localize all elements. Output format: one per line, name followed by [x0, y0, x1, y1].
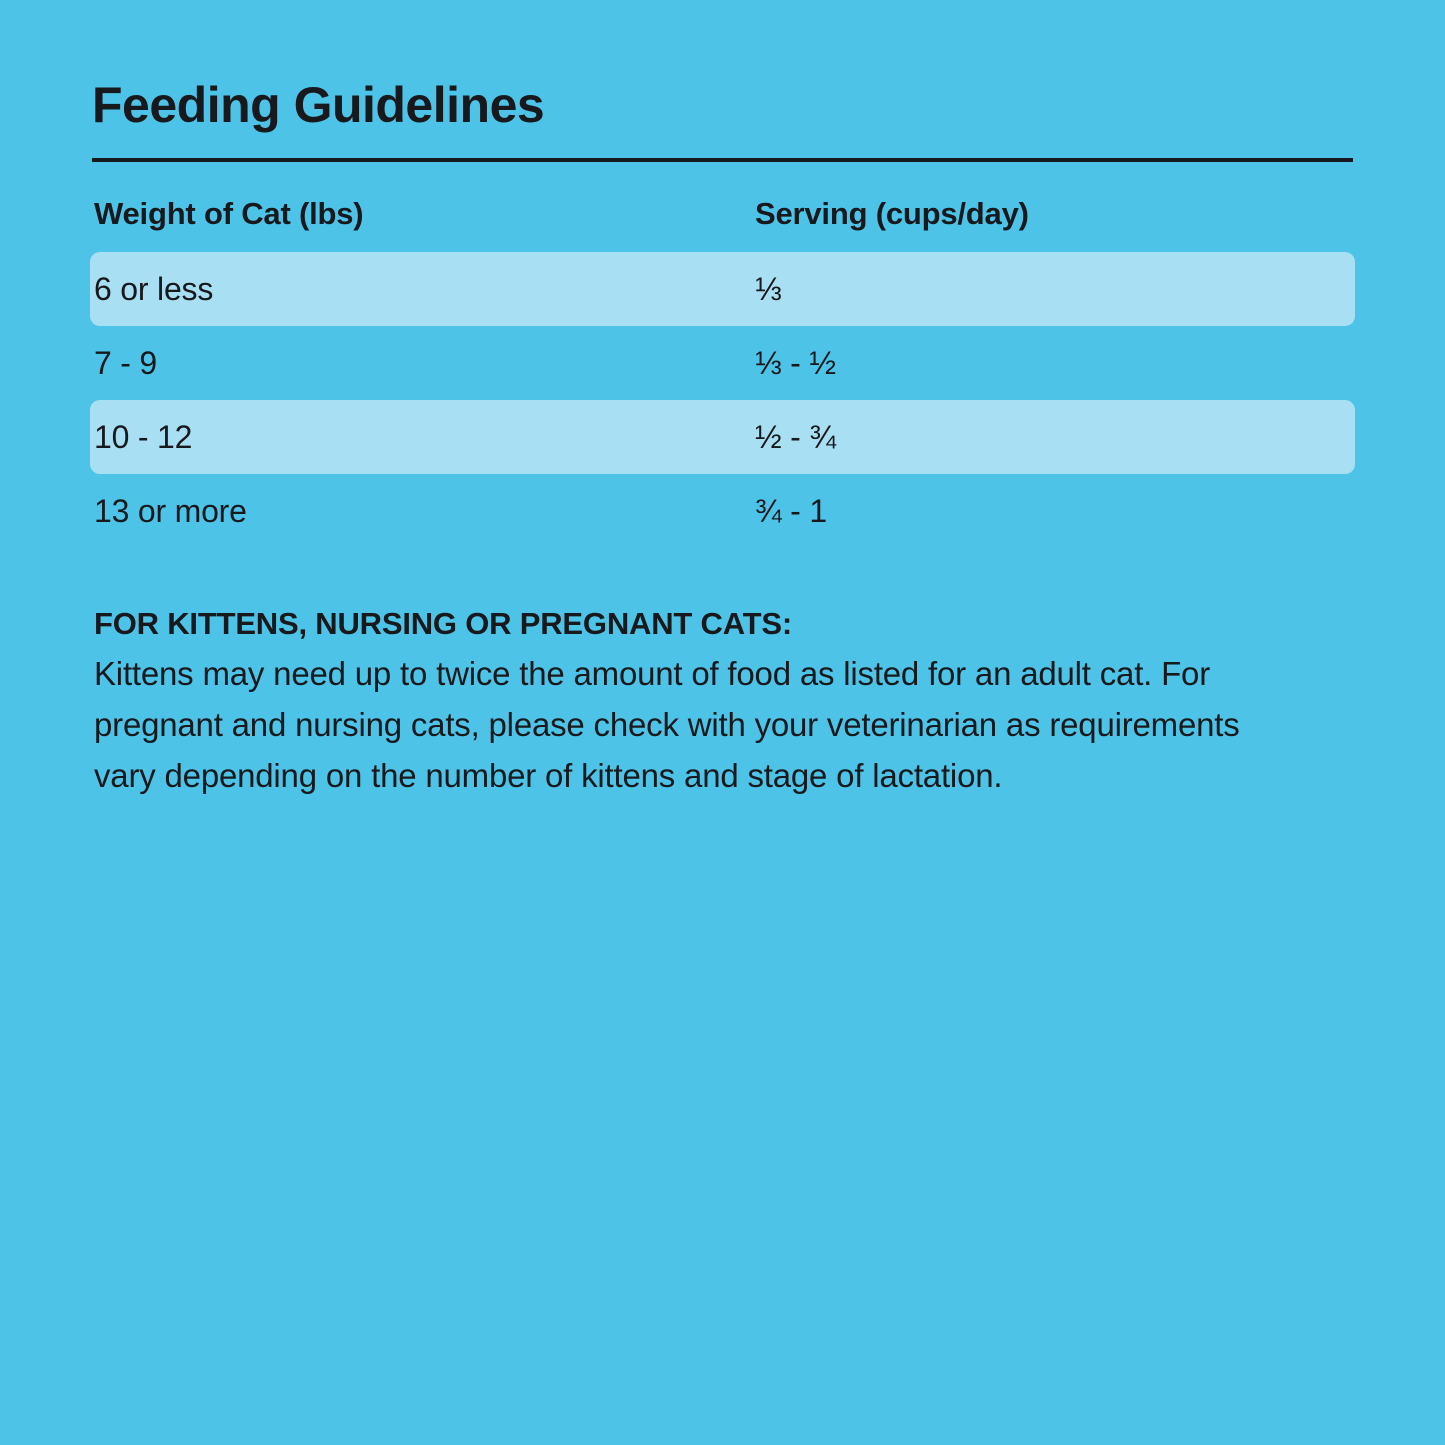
cell-serving: ¾ - 1 — [755, 492, 827, 529]
title-divider — [92, 158, 1353, 162]
cell-weight: 7 - 9 — [94, 344, 158, 381]
table-row — [90, 326, 1355, 400]
cell-serving: ⅓ - ½ — [755, 344, 836, 381]
table-row — [90, 252, 1355, 326]
cell-weight: 6 or less — [90, 252, 749, 326]
kitten-notes-section — [94, 606, 1274, 801]
notes-heading: FOR KITTENS, NURSING OR PREGNANT CATS: — [94, 606, 792, 641]
cell-weight: 13 or more — [94, 492, 247, 529]
column-header-serving: Serving (cups/day) — [755, 196, 1029, 231]
cell-weight: 10 - 12 — [90, 400, 749, 474]
cell-serving: ⅓ — [749, 252, 1355, 326]
table-row — [90, 400, 1355, 474]
page-title: Feeding Guidelines — [92, 77, 545, 133]
notes-body: Kittens may need up to twice the amount of food as listed for an adult cat. For pregnant and nursing cats, please check with your veterinarian as requirements vary depending on the number of kittens and stage of lactation. — [94, 655, 1240, 795]
table-header — [90, 182, 1355, 252]
table-header-row — [90, 182, 1355, 252]
feeding-guidelines-table — [90, 182, 1355, 548]
table-row — [90, 474, 1355, 548]
table-body — [90, 252, 1355, 548]
column-header-weight: Weight of Cat (lbs) — [94, 196, 364, 231]
cell-serving: ½ - ¾ — [749, 400, 1355, 474]
